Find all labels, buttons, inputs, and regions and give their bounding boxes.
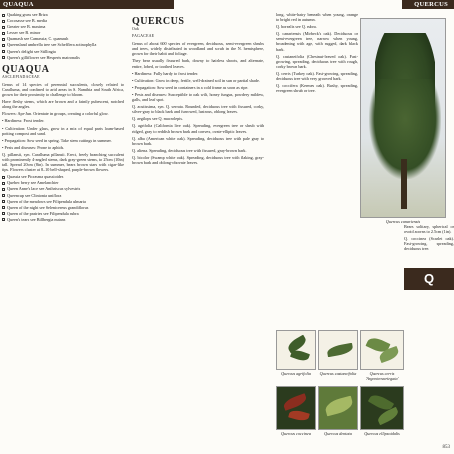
alphabet-tab: Q <box>404 268 454 290</box>
common-name: Oak <box>132 27 140 31</box>
species-entry: Q. cerris (Turkey oak). Fast-growing, spreading, deciduous tree with very grooved bark. <box>276 70 358 82</box>
checkbox-icon <box>2 38 5 41</box>
leaf-shape <box>324 396 355 417</box>
genus-title: QUAQUA <box>2 63 50 75</box>
column-2 <box>132 12 264 450</box>
leaf-photo <box>360 386 404 430</box>
species-entry: Q. coccifera (Kermes oak). Bushy, spreading, evergreen shrub or tree. <box>276 83 358 94</box>
leaf-photo <box>360 330 404 370</box>
family-name: FAGACEAE <box>132 34 155 39</box>
species-entry: Q. aliena. Spreading, deciduous tree with fissured, gray-brown bark. <box>132 147 247 153</box>
tree-trunk <box>401 159 407 209</box>
leaf-shape <box>282 393 308 411</box>
cross-ref: Quassia see Picrasma quassioides <box>2 174 124 179</box>
cross-ref: Cocosasse see B. media <box>2 18 124 23</box>
paragraph: Genus of 14 species of perennial succulents, closely related to Caralluma, and confined to arid areas in S. Namibia and South Africa, grown for their proximity to challenge to bloom. <box>2 81 124 98</box>
checkbox-icon <box>2 200 5 203</box>
photo-caption: Quercus castaneifolia <box>319 371 357 376</box>
column-1 <box>2 12 124 450</box>
checkbox-icon <box>2 44 5 47</box>
species-entry: Q. aegilops see Q. macrolepis. <box>132 116 184 122</box>
paragraph: • Cultivation: Grow in deep, fertile, well-drained soil in sun or partial shade. <box>132 77 260 83</box>
column-4 <box>404 224 454 266</box>
species-entry: Q. borealis see Q. rubra. <box>276 24 317 30</box>
checkbox-icon <box>2 14 5 17</box>
species-entry: Q. pillansii, syn. Caralluma pillansii. Erect, freely branching succulent with prominently 4-angled stems, dark gray-green stems, to 25cm (10in) tall. Spread 20cm (8in). In summer, bears brown stars with cigar-like tips. Flowers cluster at 8–10 bell-shaped, purple-brown flowers. <box>2 151 124 173</box>
paragraph: • Hardiness: Frost tender. <box>2 118 45 124</box>
leaf-photo <box>318 386 358 430</box>
photo-caption: Quercus cerris 'Argenteovariegata' <box>365 371 399 381</box>
species-entry: Q. acutissima, syn. Q. serrata. Rounded, deciduous tree with fissured, corky, silver-gray to black bark and furrowed, lustrous, oblong leaves. <box>132 104 264 115</box>
leaf-shape <box>326 343 353 357</box>
cross-ref: Greater see B. maxima <box>2 24 124 29</box>
cross-ref: Queensland umbrella tree see Schefflera actinophylla <box>2 42 124 47</box>
cross-ref: Queen of the night see Selenicereus grandiflorus <box>2 205 124 210</box>
photo-caption: Quercus dentata <box>324 431 352 436</box>
leaf-shape <box>288 409 310 423</box>
cross-ref: Quebec berry see Amelanchier <box>2 180 124 185</box>
leaf-shape <box>290 348 310 363</box>
cross-ref: Queen of the meadows see Filipendula ulmaria <box>2 199 124 204</box>
checkbox-icon <box>2 32 5 35</box>
cross-ref: Queen of the prairies see Filipendula rubra <box>2 211 124 216</box>
checkbox-icon <box>2 20 5 23</box>
paragraph: • Hardiness: Fully hardy to frost tender. <box>132 70 199 76</box>
species-entry: Q. castaneifolia (Chestnut-leaved oak). Fast-growing, spreading, deciduous tree with rough, corky brown bark. <box>276 53 358 69</box>
photo-caption: Quercus coccinea <box>281 431 311 436</box>
paragraph: They bear usually fissured bark, downy to hairless shoots, and alternate, entire, lobed, or toothed leaves. <box>132 58 264 69</box>
checkbox-icon <box>2 206 5 209</box>
paragraph: long, white-hairy beneath when young, orange to bright red in autumn. <box>276 12 358 23</box>
paragraph: • Pests and diseases: Susceptible to oak wilt, honey fungus, powdery mildew, galls, and leaf spot. <box>132 91 264 103</box>
genus-title: QUERCUS <box>132 16 185 27</box>
cross-ref: Queen Anne's lace see Anthriscus sylvestris <box>2 186 124 191</box>
page-number: 853 <box>442 445 450 450</box>
paragraph: • Cultivation: Under glass, grow in a mix of equal parts loam-based potting compost and sand. <box>2 125 124 136</box>
leaf-photo <box>276 386 316 430</box>
cross-ref: Quaking grass see Briza <box>2 12 124 17</box>
checkbox-icon <box>2 194 5 197</box>
photo-caption: Quercus ellipsoidalis <box>364 431 400 436</box>
checkbox-icon <box>2 218 5 221</box>
cross-ref: Queen's delight see Stillingia <box>2 49 124 54</box>
leaf-shape <box>376 407 400 425</box>
cross-ref: Queencup see Clintonia uniflora <box>2 193 124 198</box>
paragraph: Flowers: Apr-Jun. Orientate in groups, creating a colorful glow. <box>2 111 109 117</box>
species-entry: Q. alba (American white oak). Spreading, deciduous tree with pale gray to brown bark. <box>132 135 264 146</box>
checkbox-icon <box>2 50 5 53</box>
paragraph: Bears solitary, spherical or ovoid acorns to 2.5cm (1in). <box>404 224 454 235</box>
checkbox-icon <box>2 26 5 29</box>
cross-ref: Quamash see Camassia; C. quamash <box>2 36 124 41</box>
paragraph: Genus of about 600 species of evergreen, deciduous, semi-evergreen shrubs and trees, widely distributed in woodland and scrub in the N. hemisphere, grown for their habit and foliage. <box>132 41 264 57</box>
family-name: ASCLEPIADACEAE <box>2 74 40 79</box>
leaf-photo <box>318 330 358 370</box>
paragraph: Have fleshy stems, which are brown and a faintly pubescent, notched along the angles. <box>2 99 124 110</box>
checkbox-icon <box>2 182 5 185</box>
cross-ref: Lesser see B. minor <box>2 30 124 35</box>
species-entry: Q. bicolor (Swamp white oak). Spreading, deciduous tree with flaking, gray-brown bark and oblong-obovate leaves. <box>132 154 264 165</box>
paragraph: • Pests and diseases: Prone to aphids. <box>2 144 65 150</box>
running-header-left: QUAQUA <box>0 0 174 9</box>
photo-caption: Quercus canariensis <box>385 219 421 224</box>
tree-photo <box>360 18 446 218</box>
species-entry: Q. canariensis (Mirbeck's oak). Deciduous or semi-evergreen tree, narrow when young, broadening with age, with rugged, dark black bark. <box>276 31 358 52</box>
checkbox-icon <box>2 56 5 59</box>
paragraph: • Propagation: Sow seed in spring. Take stem cuttings in summer. <box>2 137 112 143</box>
running-header-right: QUERCUS <box>402 0 454 9</box>
cross-ref: Queen's gilliflower see Hesperis matronalis <box>2 55 124 60</box>
species-entry: Q. coccinea (Scarlet oak). Fast-growing, spreading, deciduous tree. <box>404 236 454 252</box>
column-3 <box>276 12 358 214</box>
cross-ref: Queen's tears see Billbergia nutans <box>2 217 124 222</box>
photo-caption: Quercus agrifolia <box>281 371 311 376</box>
species-entry: Q. agrifolia (California live oak). Spreading, evergreen tree or shrub with ridged, gray to reddish brown bark and convex, ovate-elliptic leaves. <box>132 123 264 134</box>
checkbox-icon <box>2 188 5 191</box>
checkbox-icon <box>2 212 5 215</box>
leaf-photo <box>276 330 316 370</box>
paragraph: • Propagation: Sow seed in containers in a cold frame as soon as ripe. <box>132 84 249 90</box>
checkbox-icon <box>2 176 5 179</box>
